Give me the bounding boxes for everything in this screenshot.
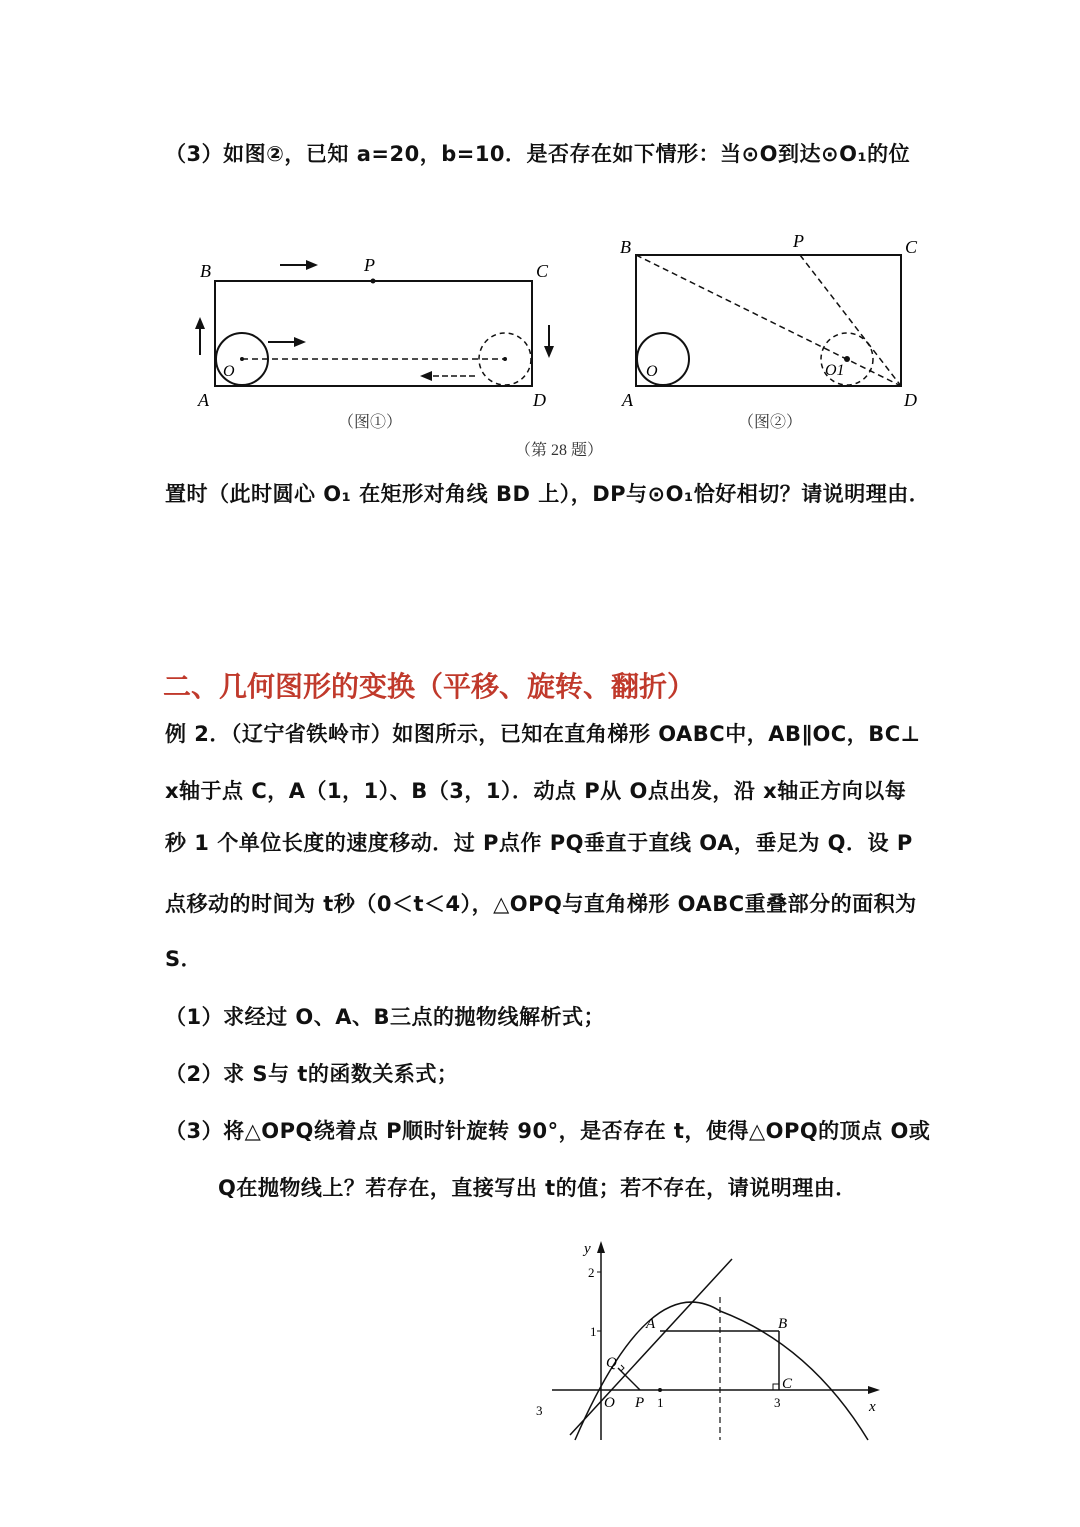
example-line-1: 例 2．（辽宁省铁岭市）如图所示，已知在直角梯形 OABC中，AB∥OC，BC⊥	[165, 722, 921, 746]
label-x: x	[869, 1399, 876, 1415]
example-line-3: 秒 1 个单位长度的速度移动．过 P点作 PQ垂直于直线 OA，垂足为 Q．设 P	[165, 831, 913, 855]
fig2-label-b: B	[620, 237, 631, 257]
fig2-label-p: P	[793, 231, 804, 251]
question-3-b: Q在抛物线上？若存在，直接写出 t的值；若不存在，请说明理由．	[218, 1176, 857, 1200]
fig2-line-dp	[800, 255, 901, 386]
label-p: P	[635, 1395, 645, 1411]
tick-x1-dot	[658, 1388, 662, 1392]
label-x3: 3	[774, 1395, 781, 1410]
fig2-label-c: C	[905, 237, 918, 257]
coordinate-graph	[530, 1235, 890, 1445]
example-line-2: x轴于点 C，A（1，1）、B（3，1）．动点 P从 O点出发，沿 x轴正方向以每	[165, 779, 907, 803]
fig2-label-o: O	[646, 363, 658, 380]
label-y: y	[584, 1241, 591, 1257]
right-angle-q	[621, 1365, 624, 1371]
section-heading: 二、几何图形的变换（平移、旋转、翻折）	[163, 670, 696, 703]
label-y2: 2	[588, 1265, 595, 1280]
fig1-label-a: A	[198, 390, 209, 410]
fig1-caption: （图①）	[338, 414, 403, 431]
fig1-label-b: B	[200, 261, 211, 281]
fig1-return-arrowhead	[420, 371, 432, 381]
y-axis-arrow	[597, 1241, 605, 1253]
fig1-arrow-right-head	[544, 346, 554, 358]
fig1-rectangle	[215, 281, 532, 386]
right-angle-c	[773, 1384, 779, 1390]
parabola	[575, 1302, 868, 1440]
fig1-arrow-left-head	[195, 317, 205, 329]
example-line-5: S．	[165, 947, 203, 971]
line-oa	[570, 1259, 732, 1435]
question-3-a: （3）将△OPQ绕着点 P顺时针旋转 90°，是否存在 t，使得△OPQ的顶点 O或	[165, 1119, 931, 1143]
fig2-circle-o	[637, 333, 689, 385]
example-line-4: 点移动的时间为 t秒（0＜t＜4），△OPQ与直角梯形 OABC重叠部分的面积为	[165, 892, 917, 916]
question-caption: （第 28 题）	[515, 442, 604, 459]
label-b: B	[778, 1316, 788, 1332]
problem-line-2: 置时（此时圆心 O₁ 在矩形对角线 BD 上），DP与⊙O₁恰好相切？请说明理由．	[165, 482, 931, 506]
label-x1: 1	[657, 1395, 664, 1410]
label-q: Q	[606, 1355, 617, 1371]
question-1: （1）求经过 O、A、B三点的抛物线解析式；	[165, 1005, 606, 1029]
fig1-label-d: D	[533, 390, 546, 410]
figures-28	[180, 225, 940, 465]
fig1-point-p	[371, 279, 376, 284]
label-neg: 3	[536, 1403, 543, 1418]
fig1-label-p: P	[364, 255, 375, 275]
fig1-arrow-mid-head	[294, 337, 306, 347]
label-a: A	[646, 1316, 656, 1332]
fig2-diagonal-bd	[636, 255, 901, 386]
fig1-label-o: O	[223, 363, 235, 380]
fig2-label-a: A	[622, 390, 633, 410]
label-o: O	[604, 1395, 615, 1411]
problem-line-1: （3）如图②，已知 a=20，b=10．是否存在如下情形：当⊙O到达⊙O₁的位	[165, 142, 911, 166]
fig1-arrow-top-head	[306, 260, 318, 270]
fig2-label-d: D	[904, 390, 917, 410]
question-2: （2）求 S与 t的函数关系式；	[165, 1062, 459, 1086]
label-y1: 1	[590, 1324, 597, 1339]
fig2-label-o1: O1	[825, 362, 845, 379]
fig1-label-c: C	[536, 261, 549, 281]
x-axis-arrow	[868, 1386, 880, 1394]
label-c: C	[782, 1376, 793, 1392]
fig2-caption: （图②）	[738, 414, 803, 431]
